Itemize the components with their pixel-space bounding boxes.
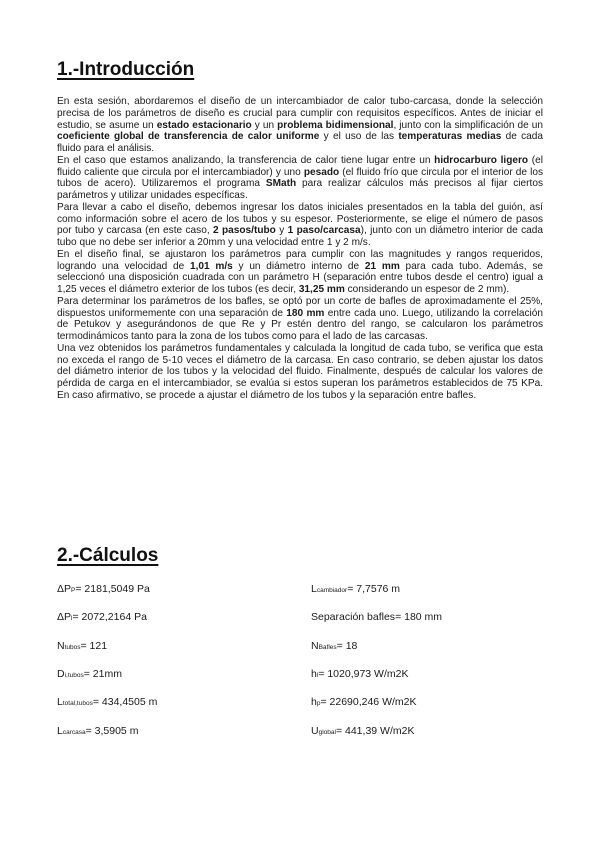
result-subscript: l: [71, 615, 73, 623]
text-run: para realizar cálculos más precisos al fijar ciertos parámetros y utilizar unidades específicas.: [57, 178, 543, 201]
text-run: entre cada uno. Luego, utilizando la correlación de Petukov y asegurándonos de que Re y Pr estén dentro del rango, se calcularon los parámetros termodinámicos tanto para la zona de los tubos como para el lado de las carcasas.: [57, 307, 543, 342]
result-symbol: L: [57, 724, 63, 737]
text-run: de cada fluido para el análisis.: [57, 131, 543, 154]
result-symbol: N: [57, 639, 65, 652]
result-item: [311, 668, 408, 680]
bold-text: problema bidimensional: [277, 119, 394, 131]
text-run: En esta sesión, abordaremos el diseño de un intercambiador de calor tubo-carcasa, donde la selección precisa de los parámetros de diseño es crucial para cumplir con requisitos específicos. Antes de iniciar el estudio, se asume un: [57, 96, 543, 131]
bold-text: 180 mm: [286, 307, 325, 319]
bold-text: 1 paso/carcasa: [287, 225, 361, 237]
text-run: Para determinar los parámetros de los bafles, se optó por un corte de bafles de aproximadamente el 25%, dispuestos uniformemente con una separación de: [57, 295, 543, 319]
result-symbol: ΔP: [57, 583, 72, 595]
text-run: y un diámetro interno de: [232, 260, 365, 272]
result-item: [311, 583, 400, 595]
result-symbol: D: [57, 667, 65, 680]
text-run: , junto con la simplificación de un: [393, 119, 543, 131]
result-symbol: L: [311, 583, 317, 595]
bold-text: SMath: [265, 178, 297, 190]
result-symbol: L: [57, 696, 63, 709]
result-symbol: N: [311, 639, 319, 652]
bold-text: estado estacionario: [156, 119, 252, 131]
result-value: = 2181,5049 Pa: [75, 583, 150, 595]
result-value: = 18: [336, 639, 358, 652]
result-item: [57, 696, 157, 708]
introduction-body: [57, 96, 543, 402]
bold-text: 31,25 mm: [298, 284, 345, 295]
result-subscript: P: [71, 587, 76, 594]
result-symbol: ΔP: [57, 611, 72, 624]
text-run: Una vez obtenidos los parámetros fundamentales y calculada la longitud de cada tubo, se verifica que esta no exceda el rango de 5-10 veces el diámetro de la carcasa. En caso contrario, se deben ajustar los datos del diámetro interior de los tubos y la velocidad del fluido. Finalmente, después de calcular los valores de pérdida de carga en el intercambiador, se evalúa si estos superan los parámetros establecidos de 75 KPa. En caso afirmativo, se procede a ajustar el diámetro de los tubos y la separación entre bafles.: [57, 342, 543, 401]
result-item: [311, 611, 442, 623]
result-symbol: Separación bafles: [311, 611, 396, 624]
text-run: (el fluido frío que circula por el interior de los tubos de acero). Utilizaremos el programa: [57, 166, 543, 190]
bold-text: hidrocarburo ligero: [434, 154, 529, 166]
bold-text: 2 pasos/tubo: [213, 225, 276, 237]
result-value: = 21mm: [83, 667, 122, 680]
result-item: [311, 725, 414, 737]
intro-paragraph: [57, 155, 543, 202]
result-value: = 434,4505 m: [92, 696, 158, 709]
result-value: = 180 mm: [395, 611, 443, 624]
result-symbol: h: [311, 696, 317, 709]
result-symbol: U: [311, 724, 319, 737]
intro-paragraph: [57, 202, 543, 249]
result-subscript: carcasa: [62, 728, 86, 736]
result-subscript: cambiador: [316, 587, 348, 594]
intro-paragraph: [57, 343, 543, 402]
text-run: considerando un espesor de 2 mm).: [344, 284, 510, 295]
result-subscript: i,tubos: [64, 671, 84, 679]
intro-paragraph: [57, 296, 543, 343]
result-value: = 121: [80, 639, 108, 652]
result-value: = 441,39 W/m2K: [335, 724, 415, 737]
bold-text: 21 mm: [364, 260, 400, 272]
text-run: En el diseño final, se ajustaron los parámetros para cumplir con las magnitudes y rangos requeridos, logrando una velocidad de: [57, 248, 543, 272]
section-title-calculos: 2.-Cálculos: [57, 545, 159, 566]
intro-paragraph: [57, 249, 543, 296]
text-run: y el uso de las: [319, 131, 399, 143]
text-run: para cada tubo. Además, se seleccionó una disposición cuadrada con un parámetro H (separación entre tubos desde el centro) igual a 1,25 veces el diámetro exterior de los tubos (es decir,: [57, 260, 544, 295]
result-item: [57, 640, 107, 652]
text-run: En el caso que estamos analizando, la transferencia de calor tiene lugar entre un: [57, 154, 435, 166]
result-subscript: l: [316, 671, 319, 679]
result-subscript: p: [316, 700, 321, 708]
result-subscript: total,tubos: [62, 700, 93, 708]
bold-text: pesado: [303, 166, 340, 178]
bold-text: coeficiente global de transferencia de calor uniforme: [57, 131, 320, 143]
result-value: = 3,5905 m: [85, 724, 139, 737]
result-subscript: Bafles: [318, 643, 337, 651]
text-run: ), junto con un diámetro interior de cada tubo que no debe ser inferior a 20mm y una velocidad entre 1 y 2 m/s.: [57, 225, 543, 248]
text-run: y un: [251, 119, 278, 131]
result-subscript: tubos: [64, 643, 81, 651]
result-item: [57, 611, 147, 623]
intro-paragraph: [57, 96, 543, 155]
result-value: = 2072,2164 Pa: [72, 611, 147, 624]
result-item: [311, 640, 357, 652]
text-run: y: [275, 225, 288, 237]
bold-text: 1,01 m/s: [189, 260, 233, 272]
text-run: Para llevar a cabo el diseño, debemos ingresar los datos iniciales presentados en la tabla del guión, así como información sobre el acero de los tubos y su espesor. Posteriormente, se elige el número de pasos por tubo y carcasa (en este caso,: [57, 201, 543, 237]
result-value: = 7,7576 m: [347, 583, 401, 595]
result-subscript: global: [318, 728, 336, 736]
bold-text: temperaturas medias: [398, 131, 502, 143]
result-item: [57, 668, 122, 680]
result-value: = 1020,973 W/m2K: [318, 667, 409, 680]
section-title-introduccion: 1.-Introducción: [57, 59, 195, 80]
result-value: = 22690,246 W/m2K: [320, 696, 417, 709]
text-run: (el fluido caliente que circula por el intercambiador) y uno: [57, 154, 543, 178]
result-symbol: h: [311, 667, 317, 680]
result-item: [57, 725, 138, 737]
result-item: [57, 583, 150, 595]
result-item: [311, 696, 417, 708]
